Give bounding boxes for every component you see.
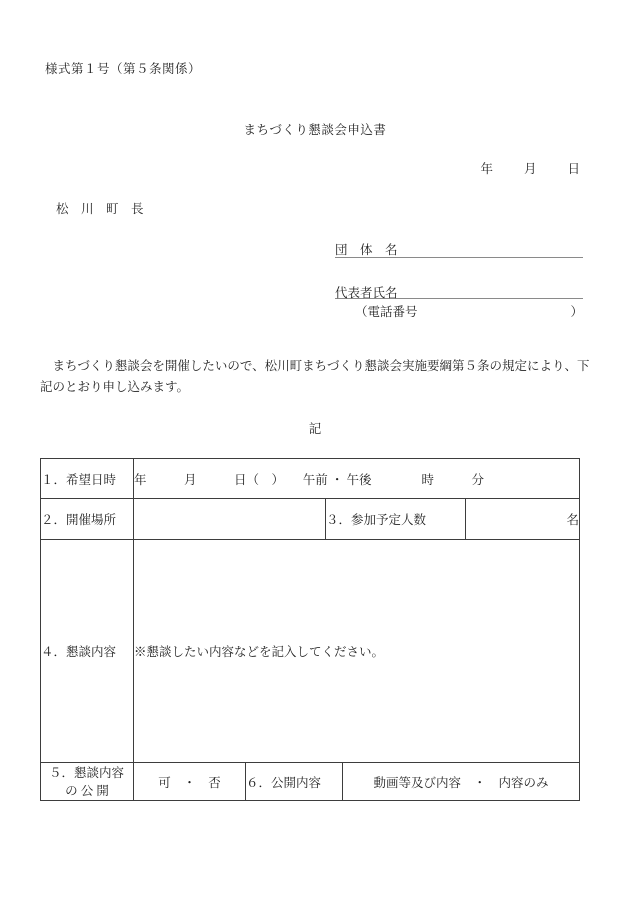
publication-yes-no-options: 可 ・ 否 [134,763,246,801]
group-name-label: 団 体 名 [335,243,398,257]
venue-value-cell [134,499,326,540]
table-row-venue-participants [41,499,580,540]
table-row-publication [41,763,580,801]
discussion-content-cell [134,540,580,763]
publication-label-line1: ５．懇談内容 [49,765,125,780]
body-line-2: 記のとおり申し込みます。 [40,380,190,394]
table-row-desired-datetime [41,459,580,499]
representative-label: 代表者氏名 [335,286,398,300]
participants-label: ３．参加予定人数 [326,499,466,540]
phone-label: （電話番号 [355,305,418,319]
date-line: 年 月 日 [480,162,582,176]
body-line-1: まちづくり懇談会を開催したいので、松川町まちづくり懇談会実施要綱第５条の規定により、下 [40,359,590,373]
participants-unit-cell: 名 [466,499,580,540]
venue-label: ２．開催場所 [41,499,134,540]
addressee-mayor: 松 川 町 長 [56,202,144,216]
discussion-content-note: ※懇談したい内容などを記入してください。 [134,645,385,659]
discussion-content-label: ４．懇談内容 [41,540,134,763]
desired-datetime-label: １．希望日時 [41,459,134,499]
publication-content-label: ６．公開内容 [246,763,343,801]
desired-datetime-value: 年 月 日（ ） 午前 ・ 午後 時 分 [134,459,580,499]
representative-field [335,283,583,299]
publication-content-options: 動画等及び内容 ・ 内容のみ [343,763,580,801]
form-number: 様式第１号（第５条関係） [45,62,202,76]
phone-field [335,302,583,320]
body-paragraph [40,356,592,398]
ki-heading: 記 [308,422,322,436]
phone-close-paren: ） [570,305,583,319]
publication-label-line2: の 公 開 [65,783,109,798]
group-name-field [335,240,583,258]
form-title: まちづくり懇談会申込書 [243,123,387,137]
application-table [40,458,580,801]
table-row-discussion-content [41,540,580,763]
publication-label [41,763,134,801]
